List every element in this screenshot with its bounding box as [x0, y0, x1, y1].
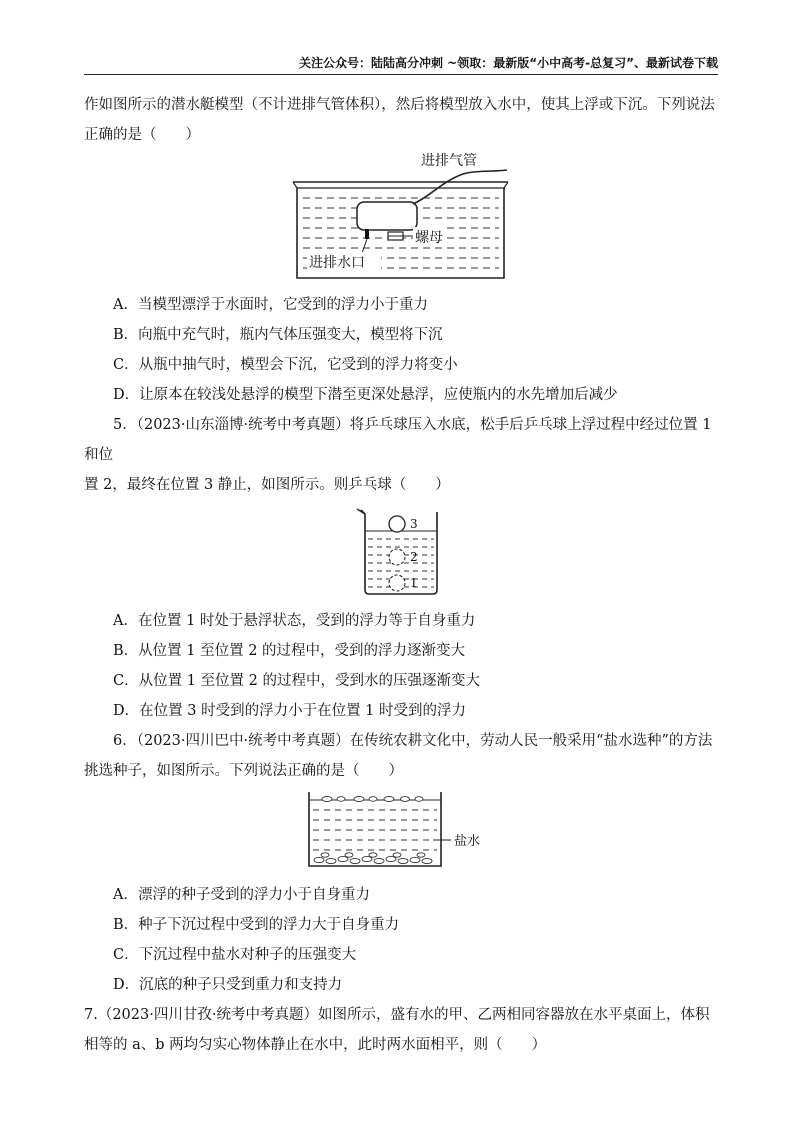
page-header: 关注公众号：陆陆高分冲刺 ~领取：最新版“小中高考-总复习”、最新试卷下载 — [84, 54, 718, 75]
q7-stem-line2: 相等的 a、b 两均匀实心物体静止在水中，此时两水面相平，则（ ） — [84, 1037, 547, 1053]
q5-option-d: D．在位置 3 时受到的浮力小于在位置 1 时受到的浮力 — [113, 703, 467, 719]
q5-position-3-label: 3 — [410, 517, 418, 531]
q7-stem-line1: 7.（2023·四川甘孜·统考中考真题）如图所示，盛有水的甲、乙两相同容器放在水平桌面上，体积 — [84, 1007, 710, 1023]
q4-port-label: 进排水口 — [309, 255, 365, 271]
q5-option-c: C．从位置 1 至位置 2 的过程中，受到水的压强逐渐变大 — [113, 673, 480, 689]
q6-figure-salt-water-seeds — [84, 788, 718, 872]
q5-position-1-label: 1 — [410, 576, 418, 590]
q6-option-c: C．下沉过程中盐水对种子的压强变大 — [113, 947, 357, 963]
q6-option-b: B．种子下沉过程中受到的浮力大于自身重力 — [113, 917, 400, 933]
q4-nut-label: 螺母 — [415, 230, 443, 246]
q4-figure-submarine-model — [84, 152, 718, 284]
q4-option-a: A．当模型漂浮于水面时，它受到的浮力小于重力 — [113, 297, 428, 313]
q4-pipe-label: 进排气管 — [421, 153, 477, 169]
question-content — [84, 90, 718, 1060]
q4-option-b: B．向瓶中充气时，瓶内气体压强变大，模型将下沉 — [113, 327, 443, 343]
q5-option-b: B．从位置 1 至位置 2 的过程中，受到的浮力逐渐变大 — [113, 643, 466, 659]
q5-stem-line2: 置 2，最终在位置 3 静止，如图所示。则乒乓球（ ） — [84, 477, 450, 493]
q6-option-d: D．沉底的种子只受到重力和支持力 — [113, 977, 343, 993]
q5-stem-line1: 5．（2023·山东淄博·统考中考真题）将乒乓球压入水底，松手后乒乓球上浮过程中经过位置 1 和位 — [84, 417, 712, 463]
q5-option-a: A．在位置 1 时处于悬浮状态，受到的浮力等于自身重力 — [113, 613, 476, 629]
q4-stem-line2: 正确的是（ ） — [84, 127, 200, 143]
q5-position-2-label: 2 — [410, 550, 418, 564]
q6-saltwater-label: 盐水 — [454, 834, 481, 849]
q6-stem-line1: 6．（2023·四川巴中·统考中考真题）在传统农耕文化中，劳动人民一般采用“盐水选种”的方法 — [113, 733, 713, 749]
q6-option-a: A．漂浮的种子受到的浮力小于自身重力 — [113, 887, 370, 903]
q4-option-c: C．从瓶中抽气时，模型会下沉，它受到的浮力将变小 — [113, 357, 458, 373]
q4-stem-line1: 作如图所示的潜水艇模型（不计进排气管体积），然后将模型放入水中，使其上浮或下沉。下列说法 — [84, 97, 715, 113]
q6-stem-line2: 挑选种子，如图所示。下列说法正确的是（ ） — [84, 763, 403, 779]
q4-option-d: D．让原本在较浅处悬浮的模型下潜至更深处悬浮，应使瓶内的水先增加后减少 — [113, 387, 618, 403]
q5-figure-beaker — [84, 506, 718, 598]
